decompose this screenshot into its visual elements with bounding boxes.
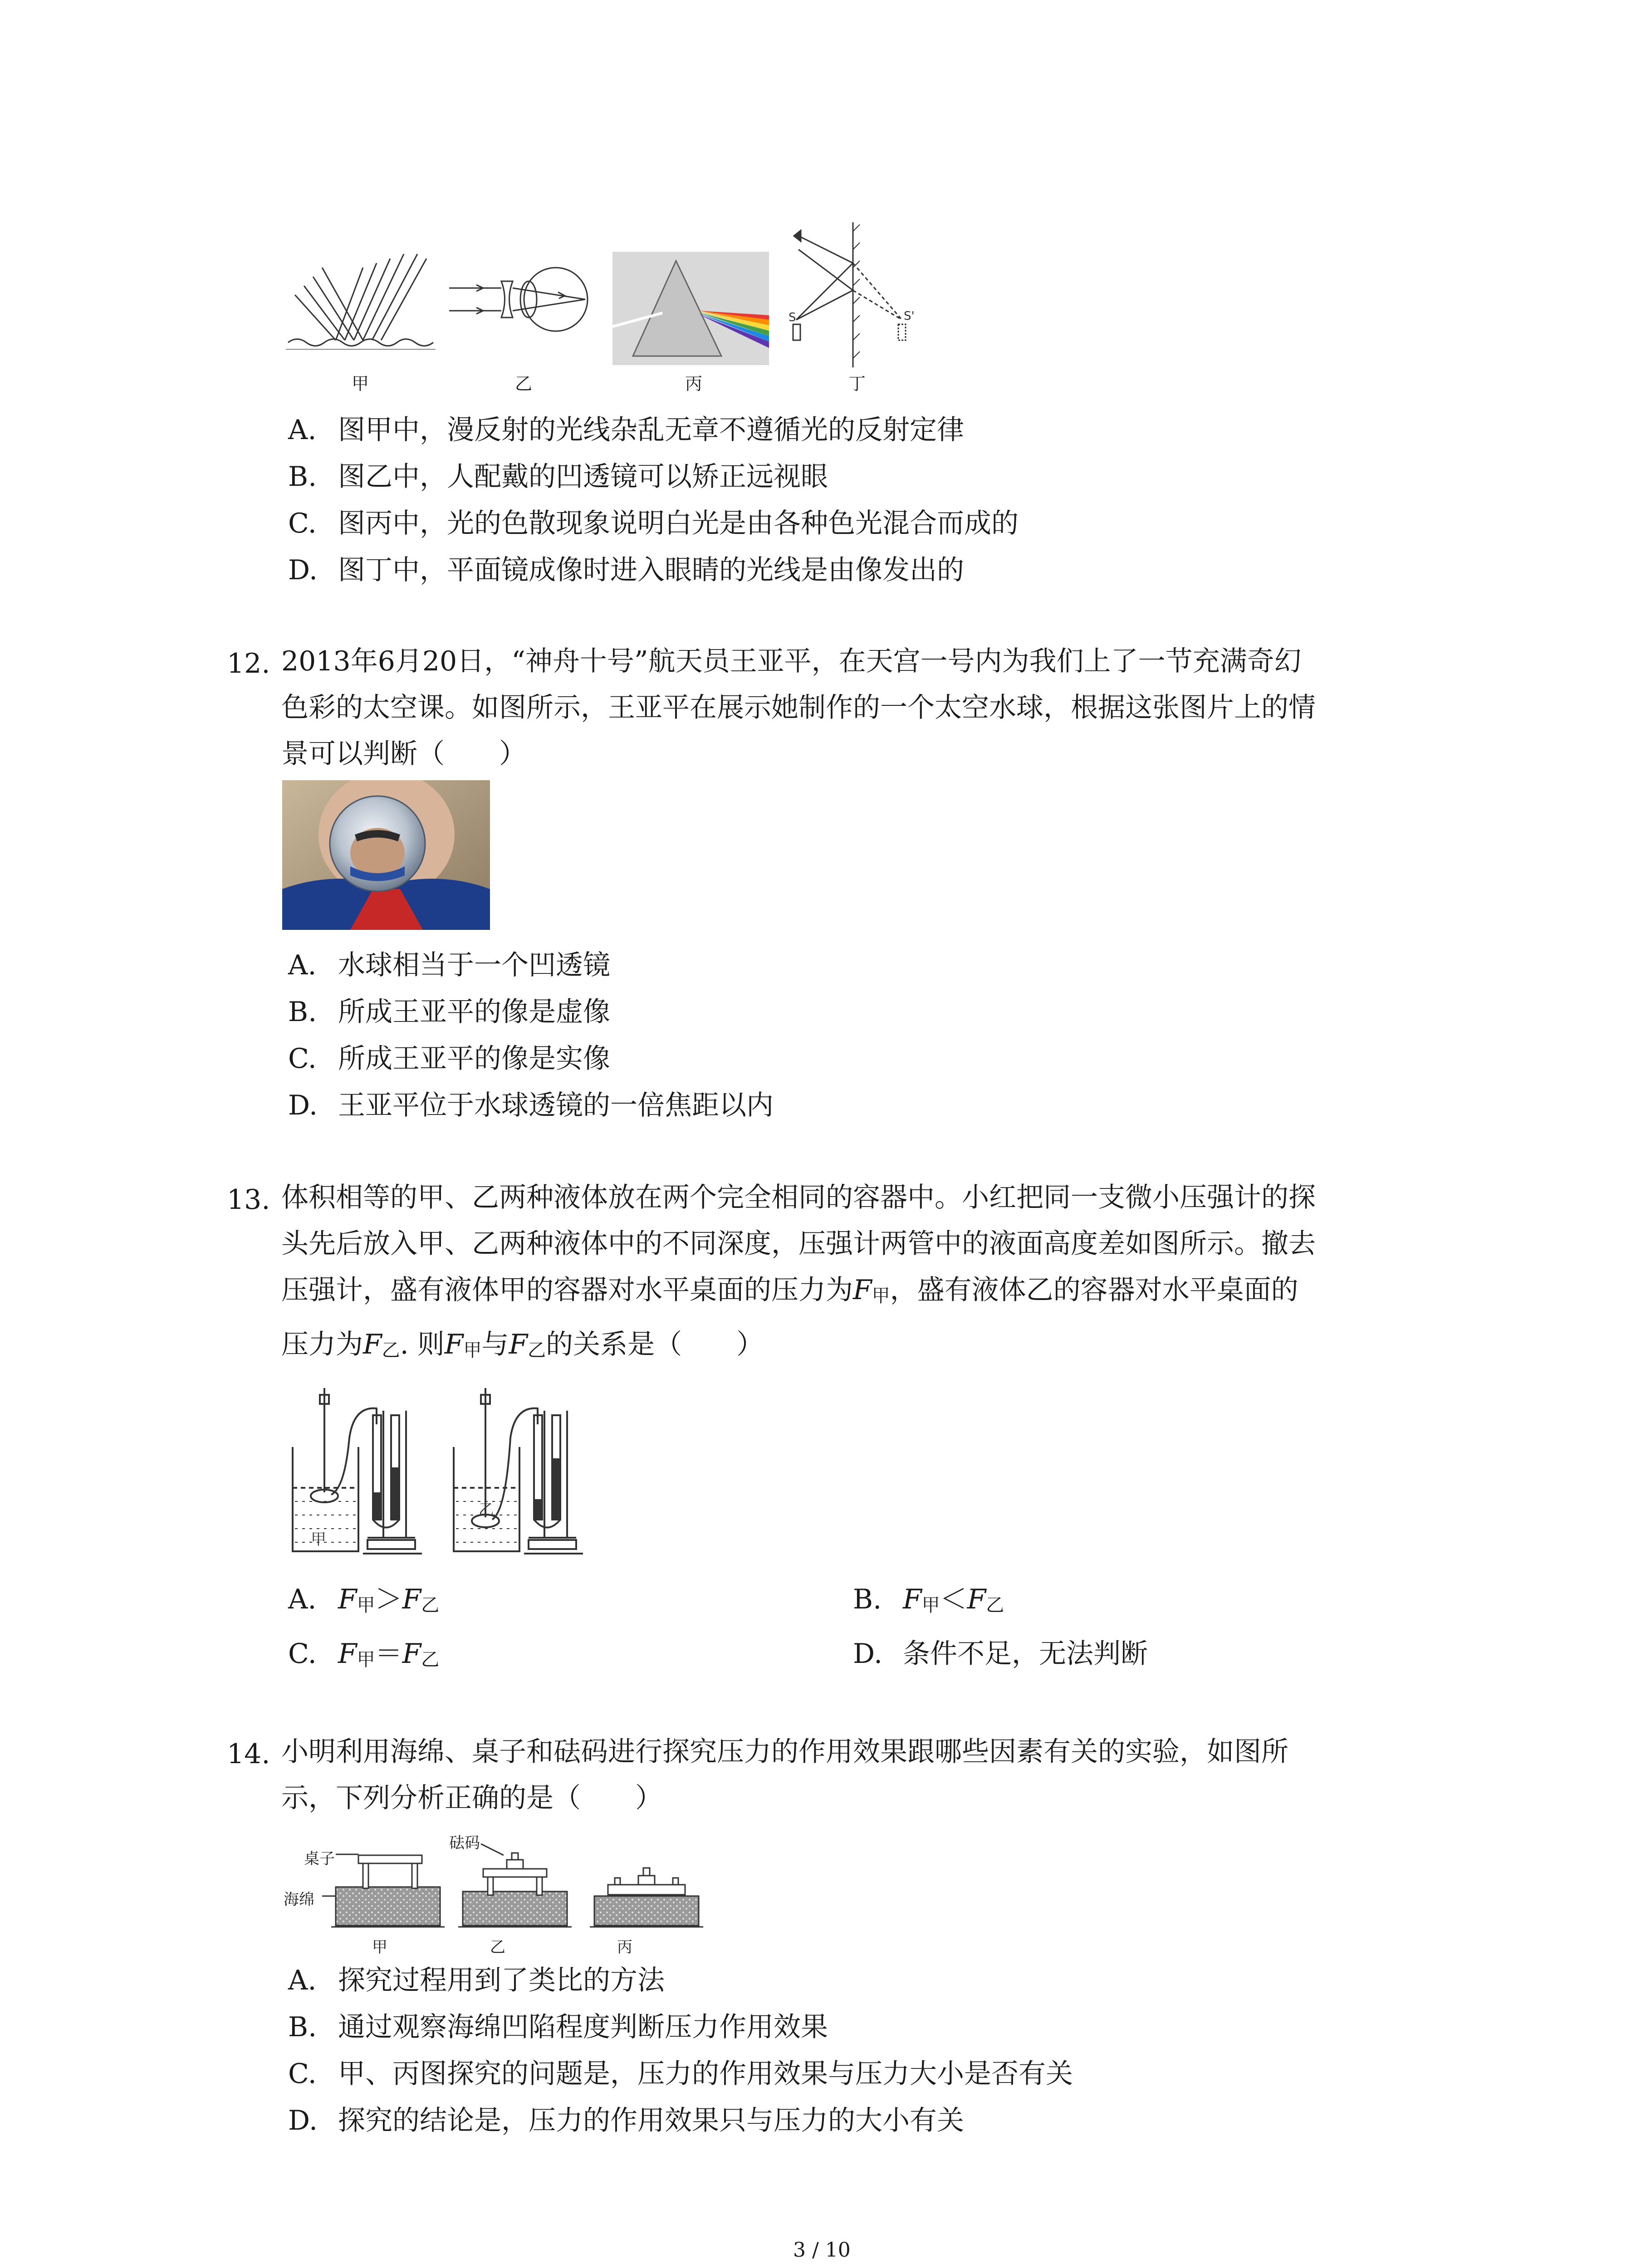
fig-label-yi: 乙 (515, 374, 533, 394)
label-sponge: 海绵 (284, 1891, 314, 1909)
q12-stem-line1: 2013年6月20日，“神舟十号”航天员王亚平，在天宫一号内为我们上了一节充满奇幻 (281, 645, 1302, 677)
q14-fig-label-yi: 乙 (490, 1938, 505, 1956)
pressure-gauge-figure-jia (290, 1383, 436, 1558)
q12-option-b[interactable]: B. 所成王亚平的像是虚像 (288, 996, 610, 1028)
prism-figure (612, 252, 769, 365)
pressure-gauge-figure-yi (451, 1383, 597, 1558)
q13-option-b[interactable]: B. $F_甲<F_乙$ (853, 1584, 1004, 1616)
page-number: 3 / 10 (793, 2239, 851, 2262)
mirror-s-label: S (789, 311, 796, 324)
q14-stem-line1: 小明利用海绵、桌子和砝码进行探究压力的作用效果跟哪些因素有关的实验，如图所 (281, 1736, 1288, 1768)
fig-label-jia: 甲 (352, 374, 369, 394)
q12-option-c[interactable]: C. 所成王亚平的像是实像 (288, 1043, 610, 1075)
q12-stem-line2: 色彩的太空课。如图所示，王亚平在展示她制作的一个太空水球，根据这张图片上的情 (281, 692, 1316, 723)
gauge-label-yi: 乙 (479, 1501, 494, 1519)
q11-option-b[interactable]: B. 图乙中，人配戴的凹透镜可以矫正远视眼 (288, 461, 828, 493)
diffuse-reflection-figure (286, 240, 436, 354)
q13-option-a[interactable]: A. $F_甲>F_乙$ (288, 1584, 440, 1616)
label-weight: 砝码 (449, 1834, 480, 1852)
plane-mirror-figure (785, 222, 921, 367)
q14-stem-line2: 示，下列分析正确的是（ ） (281, 1782, 662, 1814)
fig-label-ding: 丁 (848, 374, 866, 394)
q14-option-c[interactable]: C. 甲、丙图探究的问题是，压力的作用效果与压力大小是否有关 (288, 2058, 1073, 2090)
q13-stem-line2: 头先后放入甲、乙两种液体中的不同深度，压强计两管中的液面高度差如图所示。撤去 (281, 1228, 1316, 1260)
q14-number: 14. (227, 1738, 270, 1770)
q13-option-c[interactable]: C. $F_甲=F_乙$ (288, 1638, 440, 1670)
q14-fig-label-jia: 甲 (372, 1938, 387, 1956)
q11-option-a[interactable]: A. 图甲中，漫反射的光线杂乱无章不遵循光的反射定律 (288, 414, 964, 446)
q13-option-d[interactable]: D. 条件不足，无法判断 (853, 1638, 1148, 1670)
q11-option-c[interactable]: C. 图丙中，光的色散现象说明白光是由各种色光混合而成的 (288, 508, 1019, 539)
q12-stem-line3: 景可以判断（ ） (281, 738, 526, 770)
q11-option-d[interactable]: D. 图丁中，平面镜成像时进入眼睛的光线是由像发出的 (288, 554, 964, 586)
q11-figures (286, 218, 921, 399)
q13-stem-line1: 体积相等的甲、乙两种液体放在两个完全相同的容器中。小红把同一支微小压强计的探 (281, 1182, 1316, 1213)
q14-figure (281, 1828, 712, 1955)
q13-number: 13. (227, 1184, 270, 1216)
q14-option-a[interactable]: A. 探究过程用到了类比的方法 (288, 1965, 665, 1996)
eye-lens-figure (449, 263, 599, 336)
fig-label-bing: 丙 (685, 374, 703, 394)
water-ball-photo (282, 780, 490, 930)
label-table: 桌子 (304, 1850, 335, 1868)
q13-stem-line3: 压强计，盛有液体甲的容器对水平桌面的压力为$F_甲$，盛有液体乙的容器对水平桌面的 (281, 1274, 1298, 1306)
q14-fig-label-bing: 丙 (617, 1938, 632, 1956)
q14-option-d[interactable]: D. 探究的结论是，压力的作用效果只与压力的大小有关 (288, 2105, 964, 2136)
q12-option-d[interactable]: D. 王亚平位于水球透镜的一倍焦距以内 (288, 1090, 774, 1121)
q12-option-a[interactable]: A. 水球相当于一个凹透镜 (288, 949, 610, 981)
q13-stem-line4: 压力为$F_乙$. 则$F_甲$与$F_乙$的关系是（ ） (281, 1329, 764, 1361)
q14-option-b[interactable]: B. 通过观察海绵凹陷程度判断压力作用效果 (288, 2011, 828, 2043)
mirror-s-prime-label: S' (904, 309, 915, 323)
q12-number: 12. (227, 648, 270, 679)
gauge-label-jia: 甲 (311, 1530, 326, 1549)
